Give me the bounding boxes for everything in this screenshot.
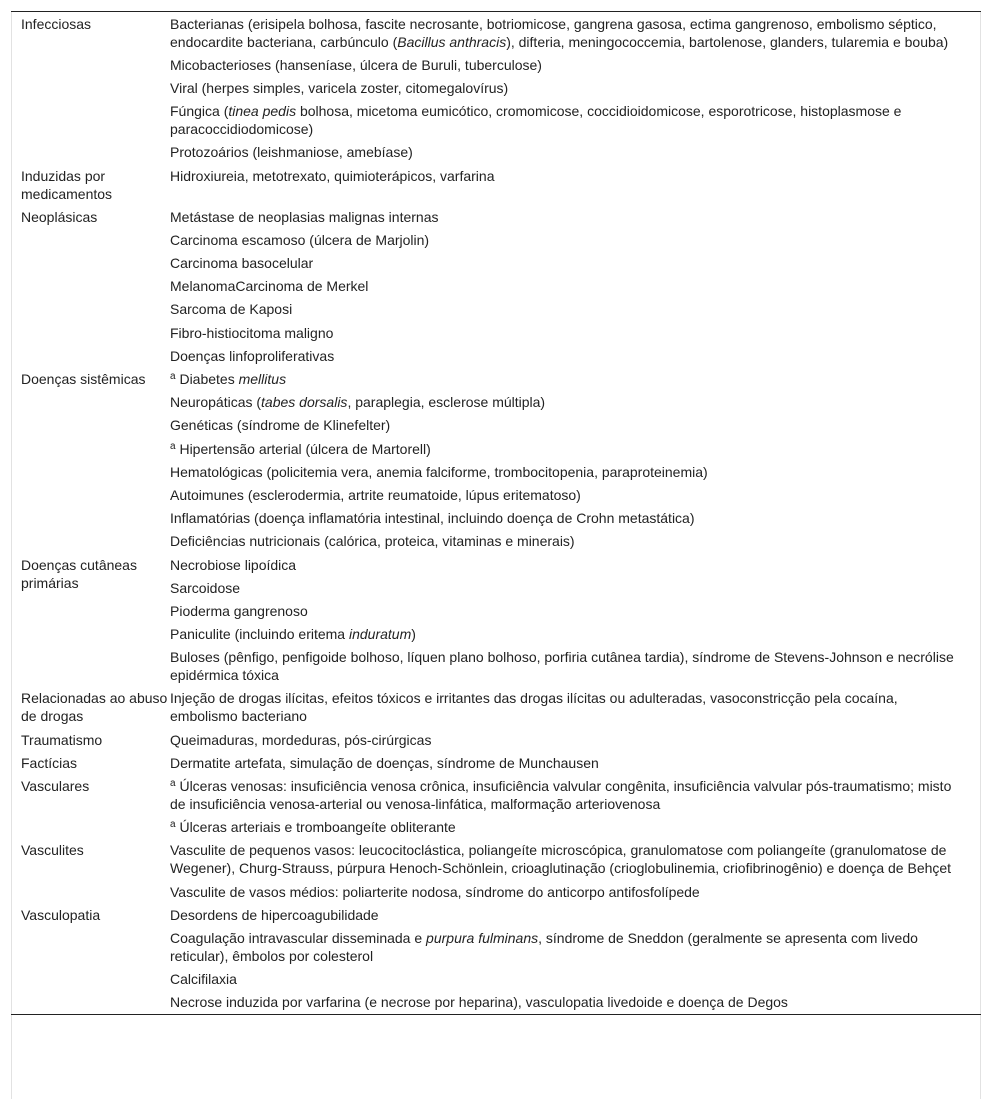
text-segment: Queimaduras, mordeduras, pós-cirúrgicas (170, 731, 432, 748)
cause-item (170, 100, 981, 141)
text-segment: Úlceras arteriais e tromboangeíte obliterante (175, 819, 456, 836)
table-row (11, 687, 981, 728)
cause-item (170, 483, 981, 506)
text-segment: Neuropáticas ( (170, 394, 262, 411)
cause-item (170, 687, 981, 728)
text-segment: Necrobiose lipoídica (170, 556, 297, 573)
text-segment: Sarcoidose (170, 579, 241, 596)
cause-item (170, 12, 981, 54)
category-label: Factícias (21, 754, 78, 771)
text-segment: Hematológicas (policitemia vera, anemia falciforme, trombocitopenia, paraproteinemia) (170, 463, 708, 480)
footnote-marker: a (170, 440, 176, 452)
table-row (11, 367, 981, 390)
text-segment: Injeção de drogas ilícitas, efeitos tóxicos e irritantes das drogas ilícitas ou adulteradas, vasoconstricção pela cocaína, embolismo bacteriano (170, 690, 898, 725)
text-segment: Fúngica ( (170, 103, 229, 120)
table-row (11, 553, 981, 576)
table-body (11, 12, 981, 1015)
cause-item (170, 344, 981, 367)
text-segment: Protozoários (leishmaniose, amebíase) (170, 144, 413, 161)
text-segment: Hidroxiureia, metotrexato, quimioterápicos, varfarina (170, 167, 495, 184)
italic-term: purpura fulminans (426, 929, 539, 946)
text-segment: bolhosa, micetoma eumicótico, cromomicose, coccidioidomicose, esporotricose, histoplasmose e paracoccidiodomicose) (170, 103, 902, 138)
text-segment: Carcinoma escamoso (úlcera de Marjolin) (170, 231, 430, 248)
text-segment: Vasculite de pequenos vasos: leucocitoclástica, poliangeíte microscópica, granulomatose com poliangeíte (granulomatose de Wegener), Churg-Strauss, púrpura Henoch-Schönlein, crioaglutinação (crioglobulinemia, criofibrinogênio) e doença de Behçet (170, 842, 952, 877)
text-segment: Doenças linfoproliferativas (170, 347, 335, 364)
text-segment: , síndrome de Sneddon (geralmente se apresenta com livedo reticular), êmbolos por colesterol (170, 929, 918, 964)
text-segment: Sarcoma de Kaposi (170, 301, 293, 318)
text-segment: Coagulação intravascular disseminada e (170, 929, 427, 946)
text-segment: ) (411, 626, 416, 643)
table-row (11, 205, 981, 228)
cause-item (170, 774, 981, 815)
cause-item (170, 839, 981, 880)
text-segment: Bacterianas (erisipela bolhosa, fascite necrosante, botriomicose, gangrena gasosa, ectima gangrenoso, embolismo séptico, endocardite bacteriana, carbúnculo ( (170, 15, 937, 50)
cause-item (170, 391, 981, 414)
italic-term: tinea pedis (228, 103, 297, 120)
text-segment: Vasculite de vasos médios: poliarterite nodosa, síndrome do anticorpo antifosfolípede (170, 883, 700, 900)
cause-item (170, 298, 981, 321)
footnote-marker: a (170, 371, 176, 383)
category-label: Vasculites (21, 842, 84, 859)
text-segment: Paniculite (incluindo eritema (170, 626, 349, 643)
text-segment: Deficiências nutricionais (calórica, proteica, vitaminas e minerais) (170, 533, 575, 550)
category-label: Traumatismo (21, 731, 103, 748)
cause-item (170, 252, 981, 275)
text-segment: Diabetes (175, 371, 239, 388)
table-row (11, 839, 981, 880)
cause-item (170, 576, 981, 599)
cause-item (170, 816, 981, 839)
cause-item (170, 275, 981, 298)
table-row (11, 164, 981, 205)
text-segment: MelanomaCarcinoma de Merkel (170, 278, 369, 295)
cause-item (170, 507, 981, 530)
text-segment: Buloses (pênfigo, penfigoide bolhoso, líquen plano bolhoso, porfiria cutânea tardia), síndrome de Stevens-Johnson e necrólise epidérmica tóxica (170, 649, 954, 684)
table-row (11, 12, 981, 54)
cause-item (170, 460, 981, 483)
cause-item (170, 926, 981, 967)
footnote-marker: a (170, 819, 176, 831)
italic-term: tabes dorsalis (261, 394, 348, 411)
table-row (11, 728, 981, 751)
cause-item (170, 228, 981, 251)
category-label: Relacionadas ao abuso de drogas (21, 690, 168, 725)
cause-item (170, 553, 981, 576)
category-label: Vasculopatia (21, 906, 101, 923)
table-row (11, 774, 981, 815)
table-row (11, 751, 981, 774)
cause-item (170, 968, 981, 991)
text-segment: Viral (herpes simples, varicela zoster, citomegalovírus) (170, 79, 509, 96)
cause-item (170, 437, 981, 460)
text-segment: Calcifilaxia (170, 971, 237, 988)
cause-item (170, 599, 981, 622)
text-segment: , paraplegia, esclerose múltipla) (347, 394, 546, 411)
italic-term: Bacillus anthracis (397, 33, 507, 50)
cause-item (170, 414, 981, 437)
cause-item (170, 76, 981, 99)
category-label: Doenças cutâneas primárias (21, 556, 137, 591)
category-label: Vasculares (21, 778, 90, 795)
category-label: Neoplásicas (21, 208, 98, 225)
cause-item (170, 903, 981, 926)
cause-item (170, 728, 981, 751)
italic-term: induratum (348, 626, 412, 643)
category-label: Doenças sistêmicas (21, 371, 146, 388)
text-segment: Autoimunes (esclerodermia, artrite reumatoide, lúpus eritematoso) (170, 486, 581, 503)
text-segment: Inflamatórias (doença inflamatória intestinal, incluindo doença de Crohn metastática) (170, 510, 695, 527)
text-segment: Úlceras venosas: insuficiência venosa crônica, insuficiência valvular congênita, insuficiência valvular pós-traumatismo; misto de insuficiência venosa-arterial ou venosa-linfática, malformação arteriovenosa (170, 778, 952, 813)
text-segment: Fibro-histiocitoma maligno (170, 324, 334, 341)
table-row (11, 903, 981, 926)
text-segment: Micobacterioses (hanseníase, úlcera de Buruli, tuberculose) (170, 56, 542, 73)
text-segment: Dermatite artefata, simulação de doenças, síndrome de Munchausen (170, 754, 599, 771)
cause-item (170, 367, 981, 390)
text-segment: Carcinoma basocelular (170, 255, 314, 272)
text-segment: Genéticas (síndrome de Klinefelter) (170, 417, 391, 434)
cause-item (170, 623, 981, 646)
cause-item (170, 205, 981, 228)
cause-item (170, 164, 981, 205)
text-segment: Hipertensão arterial (úlcera de Martorell) (175, 440, 431, 457)
cause-item (170, 53, 981, 76)
cause-item (170, 880, 981, 903)
text-segment: Pioderma gangrenoso (170, 602, 308, 619)
ulcer-causes-table (11, 11, 981, 1015)
cause-item (170, 646, 981, 687)
text-segment: ), difteria, meningococcemia, bartolenose, glanders, tularemia e bouba) (506, 33, 949, 50)
cause-item (170, 530, 981, 553)
text-segment: Metástase de neoplasias malignas internas (170, 208, 439, 225)
italic-term: mellitus (238, 371, 287, 388)
cause-item (170, 751, 981, 774)
text-segment: Desordens de hipercoagubilidade (170, 906, 379, 923)
cause-item (170, 141, 981, 164)
text-segment: Necrose induzida por varfarina (e necrose por heparina), vasculopatia livedoide e doença de Degos (170, 994, 788, 1011)
cause-item (170, 991, 981, 1015)
footnote-marker: a (170, 778, 176, 790)
cause-item (170, 321, 981, 344)
category-label: Infecciosas (21, 15, 92, 32)
category-label: Induzidas por medicamentos (21, 167, 113, 202)
